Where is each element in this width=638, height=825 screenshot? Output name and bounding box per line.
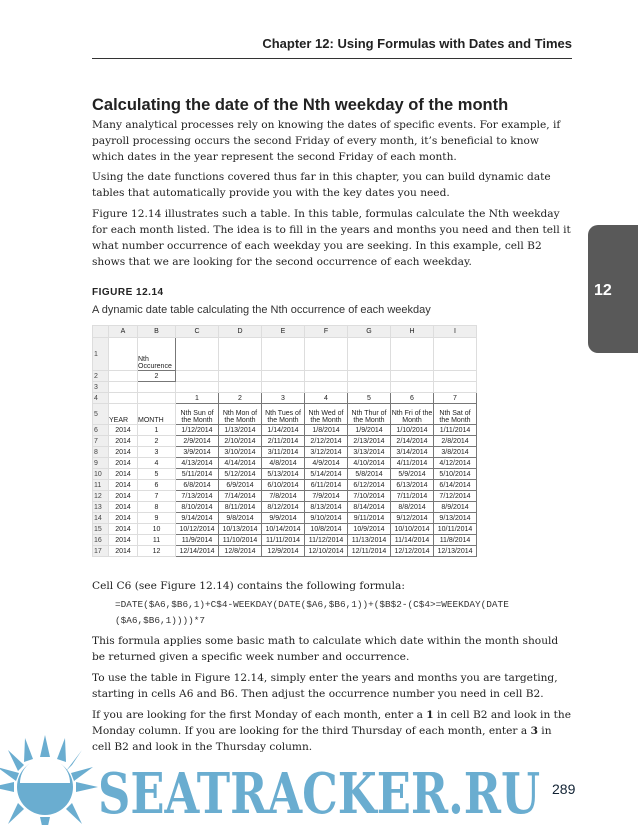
cell[interactable]: 7/13/2014 — [176, 491, 219, 502]
cell[interactable] — [262, 382, 305, 393]
cell[interactable] — [391, 382, 434, 393]
table-row — [93, 371, 477, 382]
cell[interactable]: 3/11/2014 — [262, 447, 305, 458]
cell[interactable]: 2014 — [109, 469, 138, 480]
cell[interactable]: 12/12/2014 — [391, 546, 434, 557]
cell[interactable]: 12/14/2014 — [176, 546, 219, 557]
cell[interactable]: 8 — [138, 502, 176, 513]
figure-label: FIGURE 12.14 — [92, 287, 164, 298]
cell[interactable] — [348, 338, 391, 371]
cell[interactable]: 9/8/2014 — [219, 513, 262, 524]
cell[interactable] — [219, 382, 262, 393]
text: in cell B2 and look in the Monday column. If you are looking for the third Thursday of each month, enter a — [92, 709, 571, 737]
chapter-tab-number: 12 — [594, 282, 612, 299]
cell[interactable]: 11/12/2014 — [305, 535, 348, 546]
cell[interactable]: 1/9/2014 — [348, 425, 391, 436]
row-number: 7 — [93, 436, 109, 447]
cell[interactable]: 6/10/2014 — [262, 480, 305, 491]
cell[interactable]: 10/8/2014 — [305, 524, 348, 535]
formula-line-2: ($A6,$B6,1))))*7 — [115, 615, 206, 626]
cell[interactable] — [305, 338, 348, 371]
row-number: 3 — [93, 382, 109, 393]
cell[interactable]: 6/8/2014 — [176, 480, 219, 491]
table-row — [93, 535, 477, 546]
paragraph-1: Many analytical processes rely on knowing the dates of specific events. For example, if payroll processing occurs the second Friday of every month, it’s beneficial to know which dates in the year represent the second Friday of each month. — [92, 119, 561, 163]
cell: E — [262, 326, 305, 338]
cell[interactable]: 2014 — [109, 491, 138, 502]
cell[interactable]: 3/12/2014 — [305, 447, 348, 458]
cell[interactable]: 12/11/2014 — [348, 546, 391, 557]
cell[interactable]: 1/13/2014 — [219, 425, 262, 436]
cell[interactable] — [434, 382, 477, 393]
cell[interactable]: 6 — [138, 480, 176, 491]
cell[interactable]: 8/14/2014 — [348, 502, 391, 513]
cell[interactable]: 4/9/2014 — [305, 458, 348, 469]
cell[interactable]: 1 — [138, 425, 176, 436]
text: in cell B2 and look in the Thursday column. — [92, 725, 552, 753]
cell[interactable]: 2/8/2014 — [434, 436, 477, 447]
cell[interactable]: 2/12/2014 — [305, 436, 348, 447]
cell[interactable] — [348, 371, 391, 382]
cell[interactable]: 6/9/2014 — [219, 480, 262, 491]
cell[interactable]: 8/9/2014 — [434, 502, 477, 513]
cell[interactable]: 7/11/2014 — [391, 491, 434, 502]
cell[interactable]: 4 — [305, 393, 348, 404]
cell[interactable]: 4/14/2014 — [219, 458, 262, 469]
cell[interactable]: Nth Mon of the Month — [219, 404, 262, 425]
cell[interactable]: 5/13/2014 — [262, 469, 305, 480]
cell[interactable]: 11/9/2014 — [176, 535, 219, 546]
cell[interactable]: 6/14/2014 — [434, 480, 477, 491]
cell[interactable]: 2/9/2014 — [176, 436, 219, 447]
cell[interactable]: 2 — [138, 371, 176, 382]
row-number: 12 — [93, 491, 109, 502]
cell[interactable]: 6 — [391, 393, 434, 404]
cell[interactable]: 2/11/2014 — [262, 436, 305, 447]
cell[interactable]: 9/9/2014 — [262, 513, 305, 524]
table-row — [93, 393, 477, 404]
cell[interactable] — [305, 371, 348, 382]
cell[interactable]: 5/10/2014 — [434, 469, 477, 480]
table-row — [93, 469, 477, 480]
cell[interactable]: Nth Sat of the Month — [434, 404, 477, 425]
cell[interactable]: 8/13/2014 — [305, 502, 348, 513]
row-number: 2 — [93, 371, 109, 382]
cell[interactable] — [348, 382, 391, 393]
row-number: 14 — [93, 513, 109, 524]
row-number: 11 — [93, 480, 109, 491]
cell[interactable]: 11/14/2014 — [391, 535, 434, 546]
cell[interactable]: 2014 — [109, 546, 138, 557]
cell[interactable] — [434, 338, 477, 371]
cell[interactable]: 10 — [138, 524, 176, 535]
cell[interactable]: 10/9/2014 — [348, 524, 391, 535]
cell[interactable]: MONTH — [138, 404, 176, 425]
cell[interactable]: 10/10/2014 — [391, 524, 434, 535]
cell[interactable]: 3/13/2014 — [348, 447, 391, 458]
cell[interactable]: 12 — [138, 546, 176, 557]
page-number: 289 — [552, 781, 576, 797]
cell[interactable]: 3 — [262, 393, 305, 404]
text: If you are looking for the first Monday of each month, enter a — [92, 709, 427, 721]
cell[interactable] — [109, 382, 138, 393]
cell[interactable]: 5 — [348, 393, 391, 404]
paragraph-6 — [92, 707, 572, 755]
table-row — [93, 338, 477, 371]
cell[interactable]: 2014 — [109, 436, 138, 447]
cell[interactable]: 3/9/2014 — [176, 447, 219, 458]
cell[interactable] — [138, 382, 176, 393]
cell[interactable]: Nth Fri of the Month — [391, 404, 434, 425]
cell[interactable]: 1 — [176, 393, 219, 404]
cell: D — [219, 326, 262, 338]
paragraph-5: To use the table in Figure 12.14, simply enter the years and months you are targeting, starting in cells A6 and B6. Then adjust the occurrence number you need in cell B2. — [92, 672, 558, 700]
cell[interactable]: 5 — [138, 469, 176, 480]
bold-number: 3 — [530, 725, 538, 737]
row-number: 4 — [93, 393, 109, 404]
cell[interactable]: 11 — [138, 535, 176, 546]
cell: C — [176, 326, 219, 338]
cell[interactable]: 2014 — [109, 458, 138, 469]
bold-number: 1 — [426, 709, 434, 721]
cell[interactable] — [109, 371, 138, 382]
paragraph-formula-intro: Cell C6 (see Figure 12.14) contains the following formula: — [92, 580, 405, 592]
cell[interactable]: 4/11/2014 — [391, 458, 434, 469]
cell[interactable]: 8/12/2014 — [262, 502, 305, 513]
cell[interactable] — [434, 371, 477, 382]
watermark-text: SEATRACKER.RU — [98, 761, 541, 825]
cell[interactable] — [219, 338, 262, 371]
cell[interactable] — [305, 382, 348, 393]
cell[interactable]: 5/11/2014 — [176, 469, 219, 480]
cell[interactable]: 11/10/2014 — [219, 535, 262, 546]
cell[interactable]: 11/11/2014 — [262, 535, 305, 546]
table-row — [93, 326, 477, 338]
cell[interactable]: 2014 — [109, 535, 138, 546]
cell[interactable]: 9/14/2014 — [176, 513, 219, 524]
cell[interactable] — [176, 382, 219, 393]
cell[interactable]: 8/10/2014 — [176, 502, 219, 513]
cell[interactable]: 9/10/2014 — [305, 513, 348, 524]
cell[interactable]: 10/12/2014 — [176, 524, 219, 535]
cell[interactable]: Nth Wed of the Month — [305, 404, 348, 425]
cell[interactable]: 3/10/2014 — [219, 447, 262, 458]
row-number: 5 — [93, 404, 109, 425]
cell[interactable]: 4/10/2014 — [348, 458, 391, 469]
cell[interactable]: 3/8/2014 — [434, 447, 477, 458]
cell[interactable]: 5/14/2014 — [305, 469, 348, 480]
table-row — [93, 404, 477, 425]
table-row — [93, 436, 477, 447]
cell[interactable]: 4 — [138, 458, 176, 469]
cell[interactable] — [138, 393, 176, 404]
row-number: 17 — [93, 546, 109, 557]
cell[interactable]: 1/14/2014 — [262, 425, 305, 436]
cell[interactable]: 7/14/2014 — [219, 491, 262, 502]
cell[interactable]: 11/8/2014 — [434, 535, 477, 546]
cell[interactable] — [219, 371, 262, 382]
cell: H — [391, 326, 434, 338]
row-number: 13 — [93, 502, 109, 513]
cell[interactable]: 10/13/2014 — [219, 524, 262, 535]
table-row — [93, 458, 477, 469]
cell[interactable]: 12/8/2014 — [219, 546, 262, 557]
row-number — [93, 326, 109, 338]
table-row — [93, 513, 477, 524]
cell[interactable]: 2 — [219, 393, 262, 404]
cell[interactable]: 2014 — [109, 480, 138, 491]
cell[interactable] — [176, 338, 219, 371]
table-row — [93, 382, 477, 393]
cell[interactable]: 7/10/2014 — [348, 491, 391, 502]
cell: B — [138, 326, 176, 338]
paragraph-4: This formula applies some basic math to calculate which date within the month should be returned given a specific week number and occurrence. — [92, 635, 559, 663]
cell[interactable]: 4/8/2014 — [262, 458, 305, 469]
cell[interactable]: 8/11/2014 — [219, 502, 262, 513]
row-number: 10 — [93, 469, 109, 480]
cell[interactable]: 2014 — [109, 425, 138, 436]
row-number: 9 — [93, 458, 109, 469]
cell: A — [109, 326, 138, 338]
cell[interactable]: 3 — [138, 447, 176, 458]
figure-caption: A dynamic date table calculating the Nth occurrence of each weekday — [92, 304, 431, 316]
cell[interactable] — [391, 338, 434, 371]
cell[interactable]: 3/14/2014 — [391, 447, 434, 458]
row-number: 16 — [93, 535, 109, 546]
cell[interactable] — [262, 338, 305, 371]
cell[interactable]: 9/13/2014 — [434, 513, 477, 524]
cell[interactable]: 2014 — [109, 447, 138, 458]
cell[interactable]: 1/12/2014 — [176, 425, 219, 436]
formula-line-1: =DATE($A6,$B6,1)+C$4-WEEKDAY(DATE($A6,$B6,1))+($B$2-(C$4>=WEEKDAY(DATE — [115, 599, 509, 610]
cell[interactable]: 6/13/2014 — [391, 480, 434, 491]
cell[interactable]: 5/8/2014 — [348, 469, 391, 480]
cell[interactable]: 7/8/2014 — [262, 491, 305, 502]
paragraph-2: Using the date functions covered thus far in this chapter, you can build dynamic date tables that automatically provide you with the key dates you need. — [92, 171, 551, 199]
cell: I — [434, 326, 477, 338]
cell[interactable]: 1/10/2014 — [391, 425, 434, 436]
cell[interactable]: 9 — [138, 513, 176, 524]
cell[interactable]: 4/13/2014 — [176, 458, 219, 469]
cell[interactable]: Nth Occurence — [138, 338, 176, 371]
table-row — [93, 425, 477, 436]
spreadsheet-figure — [92, 325, 477, 557]
paragraph-3: Figure 12.14 illustrates such a table. In this table, formulas calculate the Nth weekday for each month listed. The idea is to fill in the years and months you need and then tell it what number occurrence of each weekday you are seeking. In this example, cell B2 shows that we are looking for the second occurrence of each weekday. — [92, 208, 571, 268]
cell[interactable]: 6/11/2014 — [305, 480, 348, 491]
cell[interactable]: 2/13/2014 — [348, 436, 391, 447]
cell[interactable] — [391, 371, 434, 382]
cell[interactable]: 10/11/2014 — [434, 524, 477, 535]
row-number: 6 — [93, 425, 109, 436]
cell[interactable]: Nth Sun of the Month — [176, 404, 219, 425]
formula-code — [115, 597, 509, 629]
cell[interactable]: 2014 — [109, 502, 138, 513]
cell[interactable]: 7 — [138, 491, 176, 502]
cell[interactable]: 11/13/2014 — [348, 535, 391, 546]
cell[interactable] — [109, 338, 138, 371]
cell[interactable]: 2/10/2014 — [219, 436, 262, 447]
cell: F — [305, 326, 348, 338]
cell[interactable]: 9/11/2014 — [348, 513, 391, 524]
cell[interactable]: 2014 — [109, 513, 138, 524]
cell[interactable]: 5/12/2014 — [219, 469, 262, 480]
cell[interactable] — [176, 371, 219, 382]
table-row — [93, 546, 477, 557]
cell[interactable]: 12/13/2014 — [434, 546, 477, 557]
row-number: 1 — [93, 338, 109, 371]
cell[interactable]: 1/8/2014 — [305, 425, 348, 436]
chapter-tab — [588, 225, 638, 353]
running-header: Chapter 12: Using Formulas with Dates and Times — [262, 36, 572, 51]
cell[interactable]: YEAR — [109, 404, 138, 425]
cell[interactable]: 6/12/2014 — [348, 480, 391, 491]
cell[interactable]: 4/12/2014 — [434, 458, 477, 469]
table-row — [93, 524, 477, 535]
cell[interactable]: 2 — [138, 436, 176, 447]
cell[interactable]: 5/9/2014 — [391, 469, 434, 480]
cell[interactable]: 12/10/2014 — [305, 546, 348, 557]
table-row — [93, 502, 477, 513]
cell[interactable]: 7/12/2014 — [434, 491, 477, 502]
cell[interactable]: 7/9/2014 — [305, 491, 348, 502]
cell[interactable]: Nth Thur of the Month — [348, 404, 391, 425]
table-row — [93, 491, 477, 502]
cell[interactable] — [262, 371, 305, 382]
cell[interactable]: 1/11/2014 — [434, 425, 477, 436]
cell[interactable]: 9/12/2014 — [391, 513, 434, 524]
table-row — [93, 447, 477, 458]
cell[interactable] — [109, 393, 138, 404]
cell[interactable]: 7 — [434, 393, 477, 404]
header-rule — [92, 58, 572, 59]
cell[interactable]: 2/14/2014 — [391, 436, 434, 447]
row-number: 15 — [93, 524, 109, 535]
cell[interactable]: 8/8/2014 — [391, 502, 434, 513]
table-row — [93, 480, 477, 491]
cell[interactable]: 2014 — [109, 524, 138, 535]
cell[interactable]: 10/14/2014 — [262, 524, 305, 535]
section-title: Calculating the date of the Nth weekday of the month — [92, 96, 509, 114]
cell[interactable]: 12/9/2014 — [262, 546, 305, 557]
row-number: 8 — [93, 447, 109, 458]
cell[interactable]: Nth Tues of the Month — [262, 404, 305, 425]
cell: G — [348, 326, 391, 338]
